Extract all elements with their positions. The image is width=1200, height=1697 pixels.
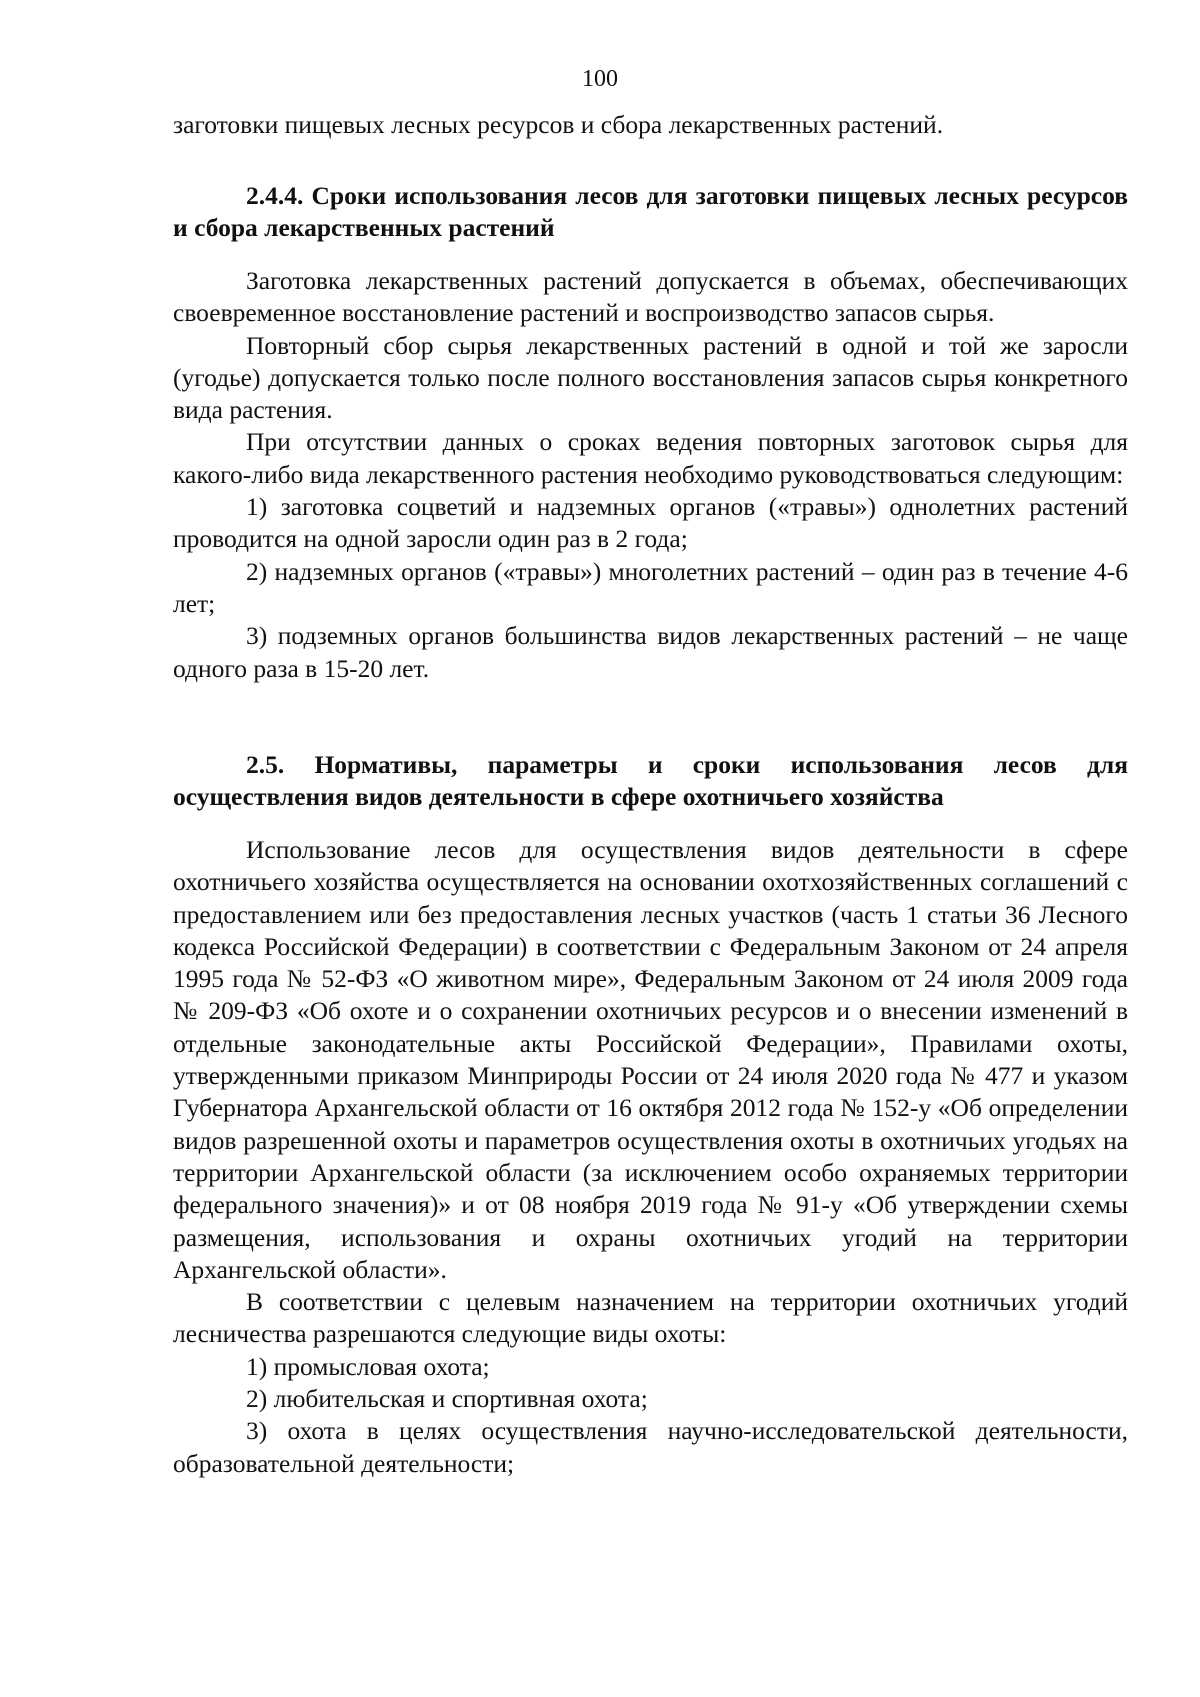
list-item: 1) промысловая охота;	[246, 1351, 490, 1381]
lead-in-text: заготовки пищевых лесных ресурсов и сбора лекарственных растений.	[173, 110, 944, 139]
section-2-4-4-body	[173, 265, 1128, 685]
paragraph: Повторный сбор сырья лекарственных растений в одной и той же заросли (угодье) допускается только после полного восстановления запасов сырья конкретного вида растения.	[173, 330, 1128, 425]
section-2-5	[173, 749, 1128, 814]
list-item: 3) охота в целях осуществления научно-исследовательской деятельности, образовательной деятельности;	[173, 1416, 1128, 1478]
list-item: 1) заготовка соцветий и надземных органов («травы») однолетних растений проводится на одной заросли один раз в 2 года;	[173, 492, 1128, 554]
list-item: 3) подземных органов большинства видов лекарственных растений – не чаще одного раза в 15-20 лет.	[173, 621, 1128, 683]
section-2-4-4	[173, 180, 1128, 245]
paragraph: Использование лесов для осуществления видов деятельности в сфере охотничьего хозяйства осуществляется на основании охотхозяйственных соглашений с предоставлением или без предоставления лесных участков (часть 1 статьи 36 Лесного кодекса Российской Федерации) в соответствии с Федеральным Законом от 24 апреля 1995 года № 52-ФЗ «О животном мире», Федеральным Законом от 24 июля 2009 года № 209-ФЗ «Об охоте и о сохранении охотничьих ресурсов и о внесении изменений в отдельные законодательные акты Российской Федерации», Правилами охоты, утвержденными приказом Минприроды России от 24 июля 2020 года № 477 и указом Губернатора Архангельской области от 16 октября 2012 года № 152-у «Об определении видов разрешенной охоты и параметров осуществления охоты в охотничьих угодьях на территории Архангельской области (за исключением особо охраняемых территории федерального значения)» и от 08 ноября 2019 года № 91-у «Об утверждении схемы размещения, использования и охраны охотничьих угодий на территории Архангельской области».	[173, 835, 1128, 1284]
page-number: 100	[582, 66, 618, 92]
section-heading-2-4-4: 2.4.4. Сроки использования лесов для заготовки пищевых лесных ресурсов и сбора лекарственных растений	[173, 181, 1128, 243]
section-2-5-body	[173, 834, 1128, 1480]
list-item: 2) любительская и спортивная охота;	[246, 1384, 648, 1414]
paragraph: В соответствии с целевым назначением на территории охотничьих угодий лесничества разрешаются следующие виды охоты:	[173, 1287, 1128, 1349]
list-item: 2) надземных органов («травы») многолетних растений – один раз в течение 4-6 лет;	[173, 556, 1128, 618]
paragraph: Заготовка лекарственных растений допускается в объемах, обеспечивающих своевременное восстановление растений и воспроизводство запасов сырья.	[173, 266, 1128, 328]
paragraph: При отсутствии данных о сроках ведения повторных заготовок сырья для какого-либо вида лекарственного растения необходимо руководствоваться следующим:	[173, 427, 1128, 489]
section-heading-2-5: 2.5. Нормативы, параметры и сроки использования лесов для осуществления видов деятельности в сфере охотничьего хозяйства	[173, 750, 1128, 812]
lead-in-block	[173, 109, 1128, 141]
